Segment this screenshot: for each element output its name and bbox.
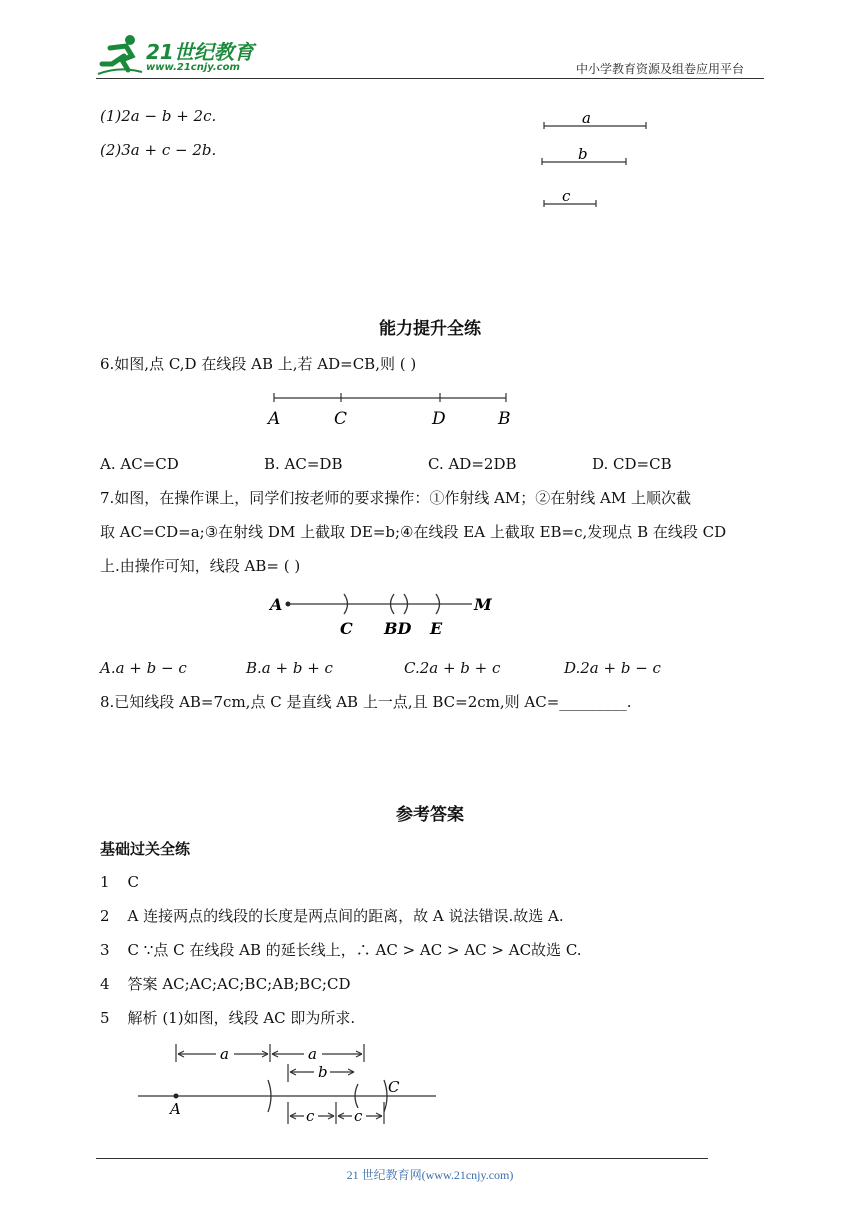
label-c: c [562,187,571,205]
q7-line2: 取 AC=CD=a;③在射线 DM 上截取 DE=b;④在线段 EA 上截取 EB=c,发现点 B 在线段 CD [100,523,727,541]
logo [96,34,266,78]
q6-option-d: D. CD=CB [592,455,672,473]
fig5-label-point-c: C [388,1078,400,1096]
q8-stem: 8.已知线段 AB=7cm,点 C 是直线 AB 上一点,且 BC=2cm,则 AC=_________. [100,693,632,711]
q7-line3: 上.由操作可知，线段 AB= ( ) [100,557,301,575]
segment-a [544,109,646,129]
logo-url: www.21cnjy.com [146,62,240,73]
q6-option-a: A. AC=CD [100,455,179,473]
fig5-label-a1: a [220,1045,229,1063]
q6-stem: 6.如图,点 C,D 在线段 AB 上,若 AD=CB,则 ( ) [100,355,417,373]
section-answers-heading: 参考答案 [396,805,464,825]
label-b: b [578,145,588,163]
answer-3 [100,940,582,960]
answer-text: A 连接两点的线段的长度是两点间的距离，故 A 说法错误.故选 A. [127,907,564,925]
answer5-figure [134,1040,454,1140]
segments-figure [536,104,676,214]
footer-divider [96,1158,708,1159]
header-platform-text: 中小学教育资源及组卷应用平台 [576,62,745,76]
q7-option-b: B.a + b + c [246,659,333,677]
runner-logo-icon [96,34,144,76]
q7-figure [268,590,508,640]
fig5-label-c1: c [306,1107,315,1125]
q7-option-c: C.2a + b + c [404,659,501,677]
answer-text: 解析 (1)如图，线段 AC 即为所求. [127,1009,356,1027]
segment-b [542,145,626,165]
label-a: a [582,109,591,127]
q5-part2: (2)3a + c − 2b. [100,141,217,159]
answer-text: 答案 AC;AC;AC;BC;AB;BC;CD [127,975,351,993]
footer-text: 21 世纪教育网(www.21cnjy.com) [346,1168,514,1182]
answer-num: 3 [100,941,110,959]
q7-label-c: C [340,619,353,638]
q6-label-d: D [432,409,446,429]
answer-num: 1 [100,873,110,891]
logo-brand: 21世纪教育 [146,40,254,64]
fig5-label-c2: c [354,1107,363,1125]
header [0,0,860,80]
answer-5 [100,1008,355,1028]
answer-1 [100,872,139,892]
fig5-label-a2: a [308,1045,317,1063]
header-divider [96,78,764,79]
answer-2 [100,906,564,926]
q7-label-m: M [474,595,492,614]
fig5-label-point-a: A [170,1100,181,1118]
q7-label-a: A [270,595,283,614]
q7-label-bd: BD [384,619,412,638]
answer-num: 4 [100,975,110,993]
q7-option-d: D.2a + b − c [564,659,661,677]
q7-line1: 7.如图，在操作课上，同学们按老师的要求操作：①作射线 AM；②在射线 AM 上顺次截 [100,489,692,507]
q5-part1: (1)2a − b + 2c. [100,107,217,125]
q6-figure [266,390,526,430]
q6-option-b: B. AC=DB [264,455,343,473]
q6-option-c: C. AD=2DB [428,455,517,473]
q6-label-b: B [498,409,511,429]
q7-label-e: E [430,619,443,638]
subsection-basic-heading: 基础过关全练 [100,840,191,858]
fig5-label-b: b [318,1063,328,1081]
answer-4 [100,974,350,994]
answer-num: 5 [100,1009,110,1027]
answer-text: C ∵点 C 在线段 AB 的延长线上，∴ AC > AC > AC > AC故选 C. [127,941,582,959]
answer-text: C [127,873,140,891]
q6-label-a: A [268,409,281,429]
segment-c [544,187,596,207]
q7-option-a: A.a + b − c [100,659,187,677]
answer-num: 2 [100,907,110,925]
q6-label-c: C [334,409,348,429]
section-ability-heading: 能力提升全练 [379,319,481,339]
